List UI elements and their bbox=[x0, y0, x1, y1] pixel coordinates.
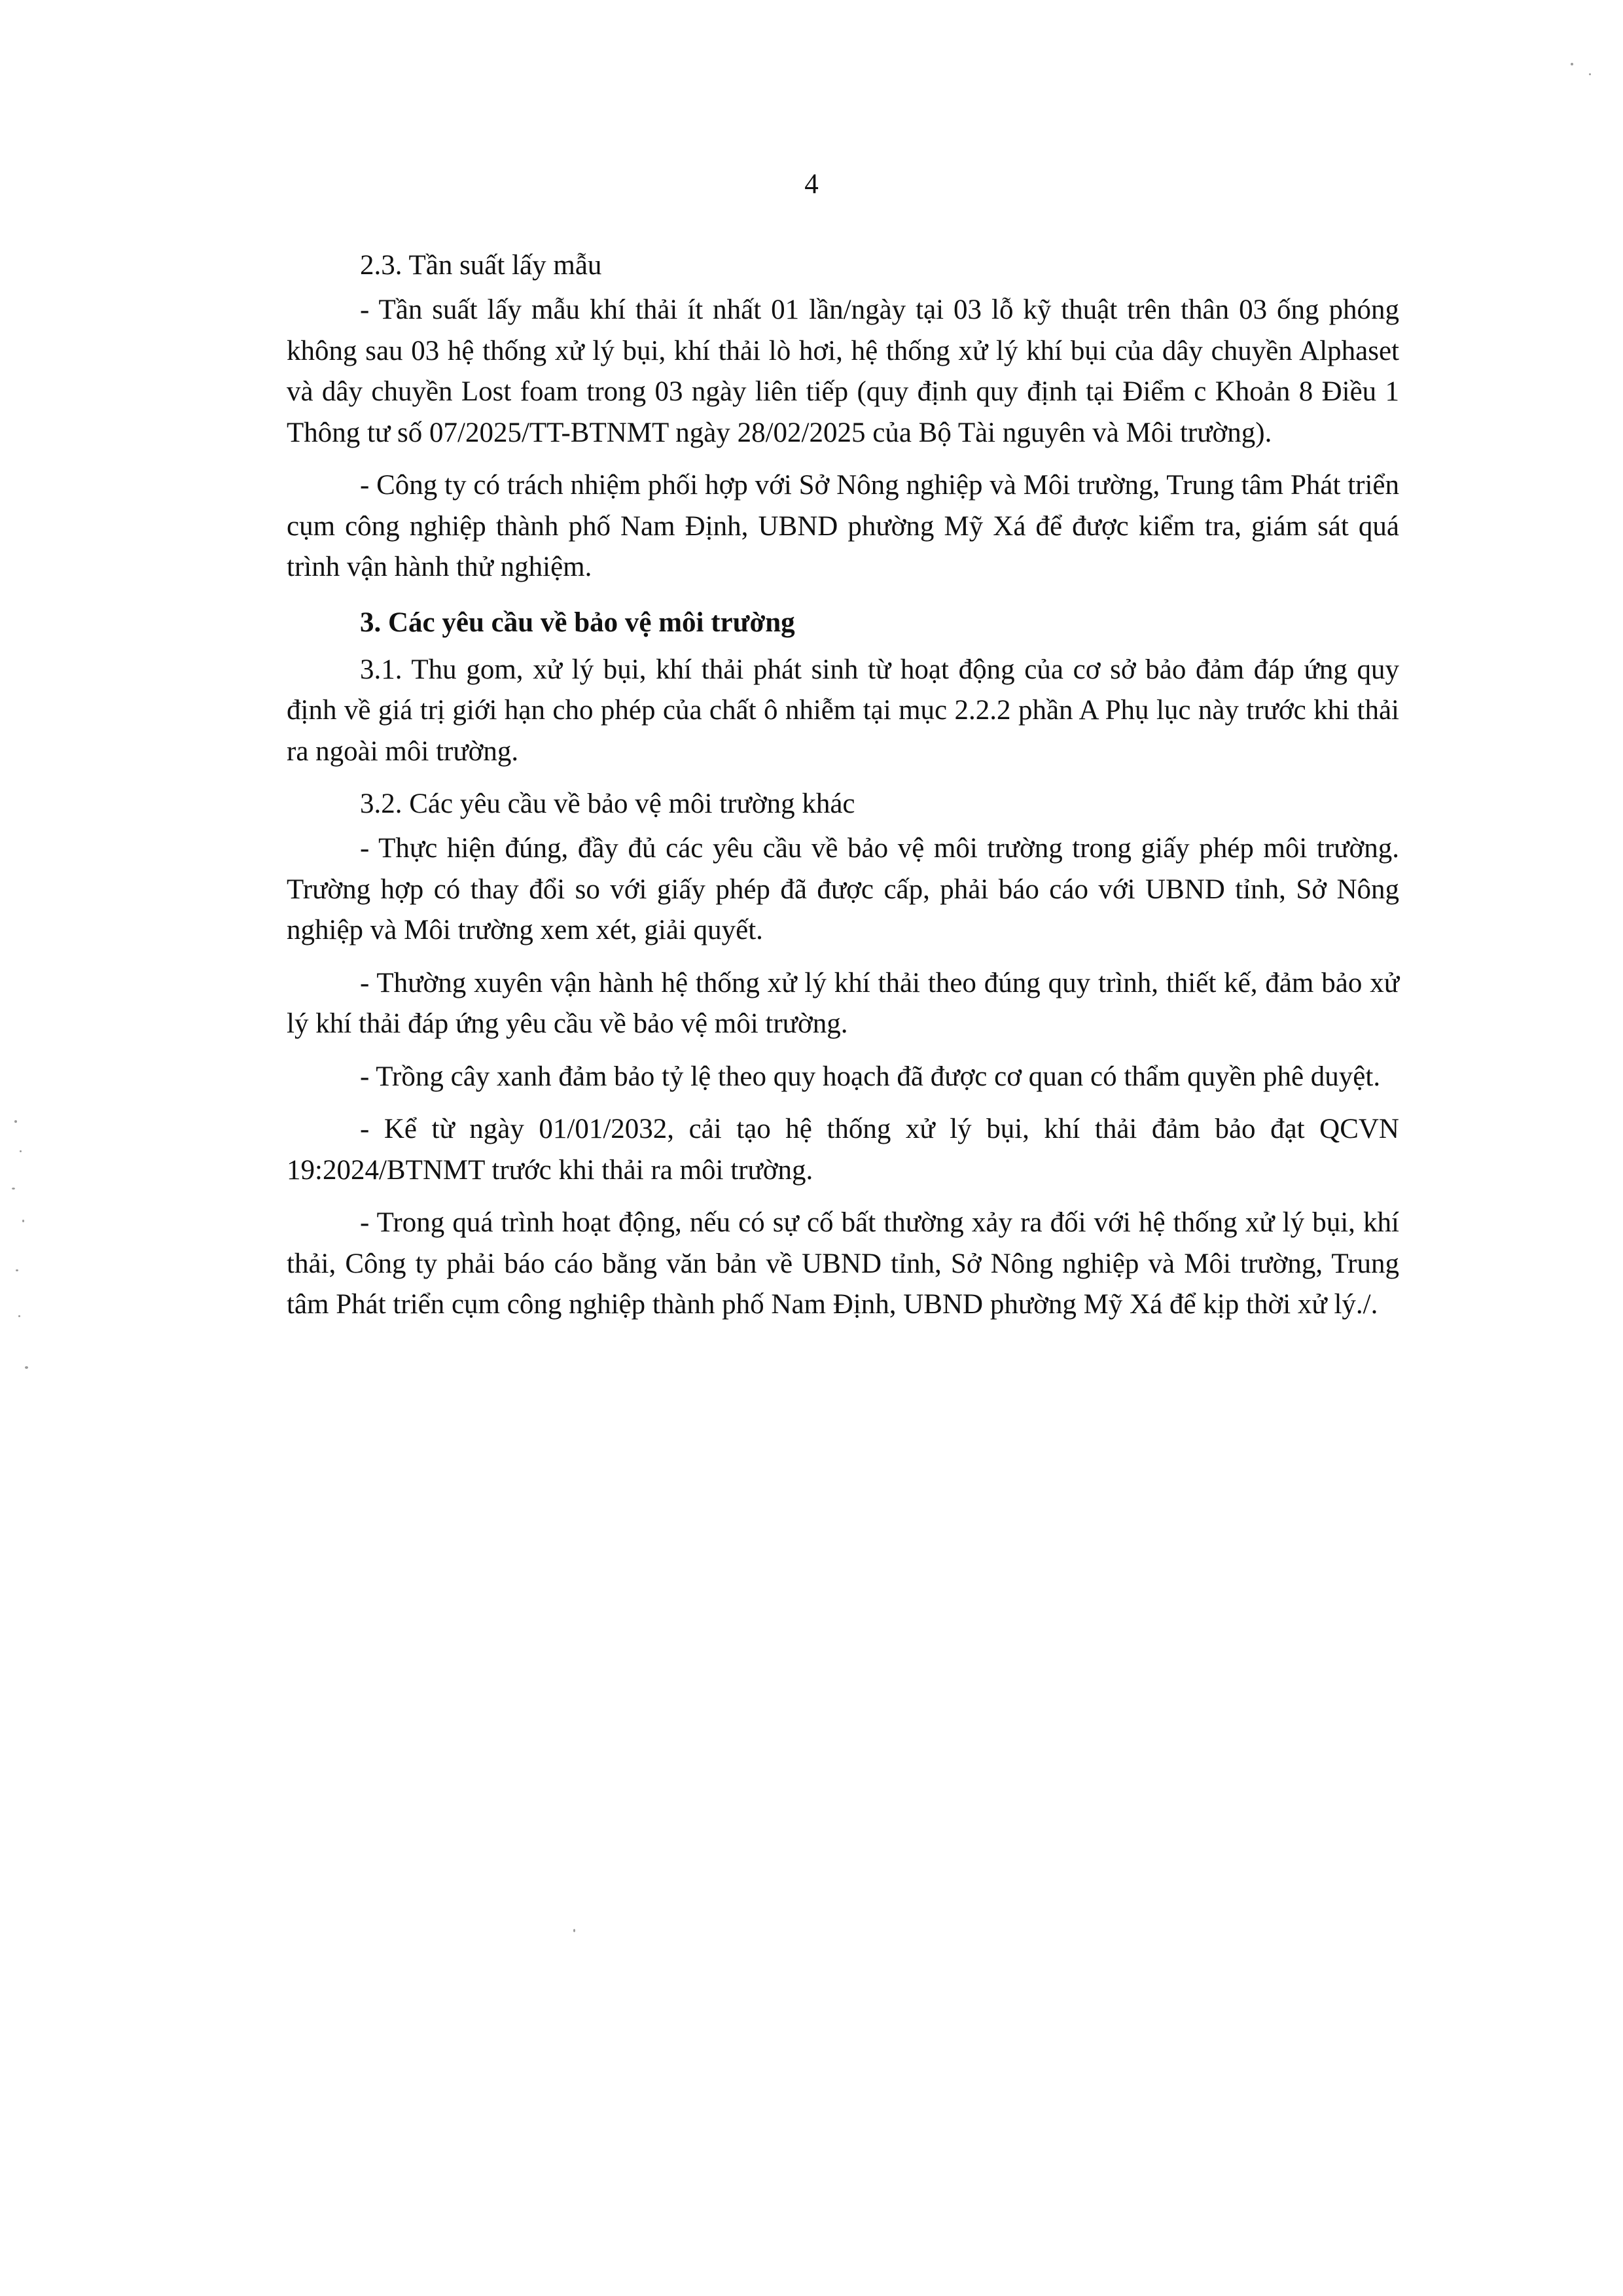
document-body bbox=[287, 245, 1399, 1337]
scan-speck bbox=[1589, 73, 1591, 75]
section-3-1-paragraph: 3.1. Thu gom, xử lý bụi, khí thải phát sinh từ hoạt động của cơ sở bảo đảm đáp ứng quy định về giá trị giới hạn cho phép của chất ô nhiễm tại mục 2.2.2 phần A Phụ lục này trước khi thải ra ngoài môi trường. bbox=[287, 654, 1399, 767]
scan-speck bbox=[16, 1269, 18, 1271]
section-3-title: 3. Các yêu cầu về bảo vệ môi trường bbox=[360, 607, 795, 638]
section-3-2-paragraph-green-trees: - Trồng cây xanh đảm bảo tỷ lệ theo quy hoạch đã được cơ quan có thẩm quyền phê duyệt. bbox=[360, 1061, 1381, 1092]
scan-speck bbox=[25, 1366, 28, 1369]
scan-speck bbox=[573, 1929, 575, 1932]
section-3-2-paragraph-upgrade-deadline: - Kể từ ngày 01/01/2032, cải tạo hệ thống xử lý bụi, khí thải đảm bảo đạt QCVN 19:2024/BTNMT trước khi thải ra môi trường. bbox=[287, 1114, 1399, 1186]
scan-speck bbox=[12, 1188, 15, 1190]
scan-speck bbox=[20, 1150, 22, 1152]
scan-speck bbox=[14, 1120, 17, 1123]
section-3-2-heading: 3.2. Các yêu cầu về bảo vệ môi trường khác bbox=[360, 788, 855, 819]
scan-speck bbox=[22, 1220, 24, 1222]
section-2-3-heading: 2.3. Tần suất lấy mẫu bbox=[360, 250, 602, 281]
section-3-2-paragraph-incident-reporting: - Trong quá trình hoạt động, nếu có sự cố bất thường xảy ra đối với hệ thống xử lý bụi, khí thải, Công ty phải báo cáo bằng văn bản về UBND tỉnh, Sở Nông nghiệp và Môi trường, Trung tâm Phát triển cụm công nghiệp thành phố Nam Định, UBND phường Mỹ Xá để kịp thời xử lý./. bbox=[287, 1207, 1399, 1320]
section-2-3-paragraph-sampling-frequency: - Tần suất lấy mẫu khí thải ít nhất 01 lần/ngày tại 03 lỗ kỹ thuật trên thân 03 ống phóng không sau 03 hệ thống xử lý bụi, khí thải lò hơi, hệ thống xử lý khí bụi của dây chuyền Alphaset và dây chuyền Lost foam trong 03 ngày liên tiếp (quy định quy định tại Điểm c Khoản 8 Điều 1 Thông tư số 07/2025/TT-BTNMT ngày 28/02/2025 của Bộ Tài nguyên và Môi trường). bbox=[287, 294, 1399, 448]
section-2-3-paragraph-coordination: - Công ty có trách nhiệm phối hợp với Sở Nông nghiệp và Môi trường, Trung tâm Phát triển cụm công nghiệp thành phố Nam Định, UBND phường Mỹ Xá để được kiểm tra, giám sát quá trình vận hành thử nghiệm. bbox=[287, 470, 1399, 582]
scan-speck bbox=[18, 1315, 20, 1317]
section-3-2-paragraph-operation: - Thường xuyên vận hành hệ thống xử lý khí thải theo đúng quy trình, thiết kế, đảm bảo xử lý khí thải đáp ứng yêu cầu về bảo vệ môi trường. bbox=[287, 967, 1399, 1039]
scan-speck bbox=[1571, 63, 1573, 65]
page-number: 4 bbox=[804, 169, 819, 200]
section-3-2-paragraph-permit-compliance: - Thực hiện đúng, đầy đủ các yêu cầu về bảo vệ môi trường trong giấy phép môi trường. Trường hợp có thay đổi so với giấy phép đã được cấp, phải báo cáo với UBND tỉnh, Sở Nông nghiệp và Môi trường xem xét, giải quyết. bbox=[287, 833, 1399, 945]
